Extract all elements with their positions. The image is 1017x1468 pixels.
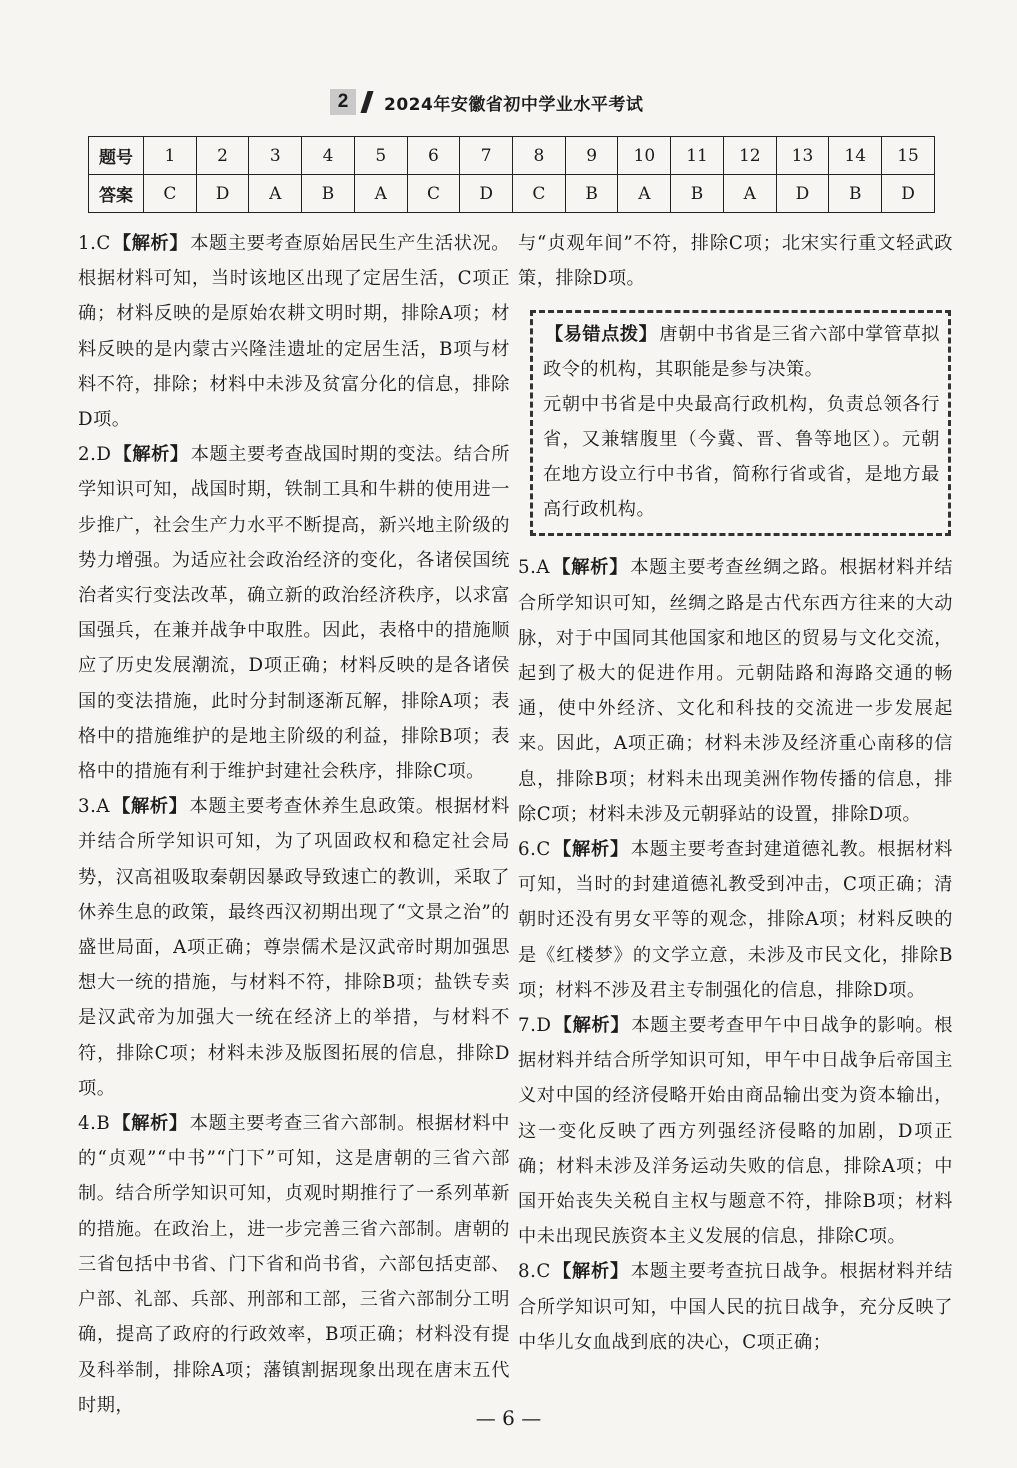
explanation-text: 本题主要考查三省六部制。根据材料中的“贞观”“中书”“门下”可知，这是唐朝的三省六部制。结合所学知识可知，贞观时期推行了一系列革新的措施。在政治上，进一步完善三省六部制。唐朝的三省包括中书省、门下省和尚书省，六部包括吏部、户部、礼部、兵部、刑部和工部，三省六部制分工明确，提高了政府的行政效率，B项正确；材料没有提及科举制，排除A项；藩镇割据现象出现在唐末五代时期， [78, 1113, 510, 1416]
item-id: 7.D [518, 1015, 552, 1037]
question-number: 9 [565, 137, 618, 175]
explanation-text: 本题主要考查休养生息政策。根据材料并结合所学知识可知，为了巩固政权和稳定社会局势，汉高祖吸取秦朝因暴政导致速亡的教训，采取了休养生息的政策，最终西汉初期出现了“文景之治”的盛世局面，A项正确；尊崇儒术是汉武帝时期加强思想大一统的措施，与材料不符，排除B项；盐铁专卖是汉武帝为加强大一统在经济上的举措，与材料不符，排除C项；材料未涉及版图拓展的信息，排除D项。 [78, 796, 510, 1099]
analysis-tag: 【解析】 [112, 796, 188, 818]
item-id: 8.C [518, 1261, 551, 1283]
answer-cell: C [513, 175, 566, 213]
answer-cell: B [565, 175, 618, 213]
answer-cell: B [829, 175, 882, 213]
tip-paragraph-2: 元朝中书省是中央最高行政机构，负责总领各行省，又兼辖腹里（今冀、晋、鲁等地区）。元朝在地方设立行中书省，简称行省或省，是地方最高行政机构。 [543, 394, 940, 521]
answer-cell: C [407, 175, 460, 213]
question-number: 2 [196, 137, 249, 175]
tip-paragraph-1 [543, 317, 940, 387]
answer-cell: C [144, 175, 197, 213]
explanation-text: 本题主要考查战国时期的变法。结合所学知识可知，战国时期，铁制工具和牛耕的使用进一步推广，社会生产力水平不断提高，新兴地主阶级的势力增强。为适应社会政治经济的变化，各诸侯国统治者实行变法改革，确立新的政治经济秩序，以求富国强兵，在兼并战争中取胜。因此，表格中的措施顺应了历史发展潮流，D项正确；材料反映的是各诸侯国的变法措施，此时分封制逐渐瓦解，排除A项；表格中的措施维护的是地主阶级的利益，排除B项；表格中的措施有利于维护封建社会秩序，排除C项。 [78, 444, 510, 783]
explanation-text: 本题主要考查甲午中日战争的影响。根据材料并结合所学知识可知，甲午中日战争后帝国主义对中国的经济侵略开始由商品输出变为资本输出，这一变化反映了西方列强经济侵略的加剧，D项正确；材料未涉及洋务运动失败的信息，排除A项；中国开始丧失关税自主权与题意不符，排除B项；材料中未出现民族资本主义发展的信息，排除C项。 [518, 1015, 953, 1248]
question-number: 14 [829, 137, 882, 175]
item-id: 5.A [518, 557, 550, 579]
explanation-1 [78, 226, 510, 437]
question-number: 1 [144, 137, 197, 175]
explanation-text: 本题主要考查抗日战争。根据材料并结合所学知识可知，中国人民的抗日战争，充分反映了中华儿女血战到底的决心，C项正确； [518, 1261, 953, 1353]
row-label: 题号 [89, 137, 144, 175]
answer-table [88, 136, 935, 213]
explanation-5 [518, 550, 953, 832]
question-number: 12 [723, 137, 776, 175]
question-number: 15 [882, 137, 935, 175]
answer-cell: A [249, 175, 302, 213]
explanation-4 [78, 1106, 510, 1423]
explanation-text: 本题主要考查原始居民生产生活状况。根据材料可知，当时该地区出现了定居生活，C项正确；材料反映的是原始农耕文明时期，排除A项；材料反映的是内蒙古兴隆洼遗址的定居生活，B项与材料不符，排除；材料中未涉及贫富分化的信息，排除D项。 [78, 233, 510, 431]
left-column [78, 226, 510, 1423]
analysis-tag: 【解析】 [552, 1261, 629, 1283]
chapter-number: 2 [330, 89, 356, 115]
tip-tag: 【易错点拨】 [545, 324, 658, 346]
explanation-text: 本题主要考查封建道德礼教。根据材料可知，当时的封建道德礼教受到冲击，C项正确；清朝时还没有男女平等的观念，排除A项；材料反映的是《红楼梦》的文学立意，未涉及市民文化，排除B项；材料不涉及君主专制强化的信息，排除D项。 [518, 839, 953, 1001]
answer-cell: A [723, 175, 776, 213]
page-header [330, 88, 643, 116]
answer-cell: A [618, 175, 671, 213]
answer-cell: D [776, 175, 829, 213]
question-number-row [89, 137, 935, 175]
item-id: 6.C [518, 839, 551, 861]
question-number: 5 [354, 137, 407, 175]
explanation-text: 本题主要考查丝绸之路。根据材料并结合所学知识可知，丝绸之路是古代东西方往来的大动脉，对于中国同其他国家和地区的贸易与文化交流，起到了极大的促进作用。元朝陆路和海路交通的畅通，使中外经济、文化和科技的交流进一步发展起来。因此，A项正确；材料未涉及经济重心南移的信息，排除B项；材料未出现美洲作物传播的信息，排除C项；材料未涉及元朝驿站的设置，排除D项。 [518, 557, 953, 825]
explanation-7 [518, 1008, 953, 1254]
item-id: 3.A [78, 796, 110, 818]
question-number: 6 [407, 137, 460, 175]
page-number: — 6 — [475, 1406, 542, 1430]
question-number: 13 [776, 137, 829, 175]
analysis-tag: 【解析】 [552, 839, 629, 861]
answer-cell: D [882, 175, 935, 213]
question-number: 11 [671, 137, 724, 175]
explanation-2 [78, 437, 510, 789]
question-number: 4 [302, 137, 355, 175]
item-id: 1.C [78, 233, 111, 254]
explanation-4-continued: 与“贞观年间”不符，排除C项；北宋实行重文轻武政策，排除D项。 [518, 233, 953, 290]
header-divider [360, 91, 373, 113]
analysis-tag: 【解析】 [112, 233, 189, 254]
explanation-6 [518, 832, 953, 1008]
tip-text: 唐朝中书省是三省六部中掌管草拟政令的机构，其职能是参与决策。 [543, 324, 940, 381]
exam-title: 2024年安徽省初中学业水平考试 [384, 94, 644, 115]
common-mistake-box [530, 310, 951, 536]
explanation-8 [518, 1254, 953, 1360]
analysis-tag: 【解析】 [112, 1113, 188, 1135]
right-column [518, 226, 953, 1360]
analysis-tag: 【解析】 [553, 1015, 630, 1037]
question-number: 7 [460, 137, 513, 175]
question-number: 8 [513, 137, 566, 175]
question-number: 10 [618, 137, 671, 175]
answer-row [89, 175, 935, 213]
explanation-3 [78, 789, 510, 1106]
answer-cell: D [196, 175, 249, 213]
row-label: 答案 [89, 175, 144, 213]
analysis-tag: 【解析】 [113, 444, 189, 466]
item-id: 4.B [78, 1113, 111, 1135]
item-id: 2.D [78, 444, 112, 466]
answer-cell: B [671, 175, 724, 213]
answer-cell: A [354, 175, 407, 213]
answer-cell: B [302, 175, 355, 213]
answer-cell: D [460, 175, 513, 213]
analysis-tag: 【解析】 [552, 557, 629, 579]
question-number: 3 [249, 137, 302, 175]
